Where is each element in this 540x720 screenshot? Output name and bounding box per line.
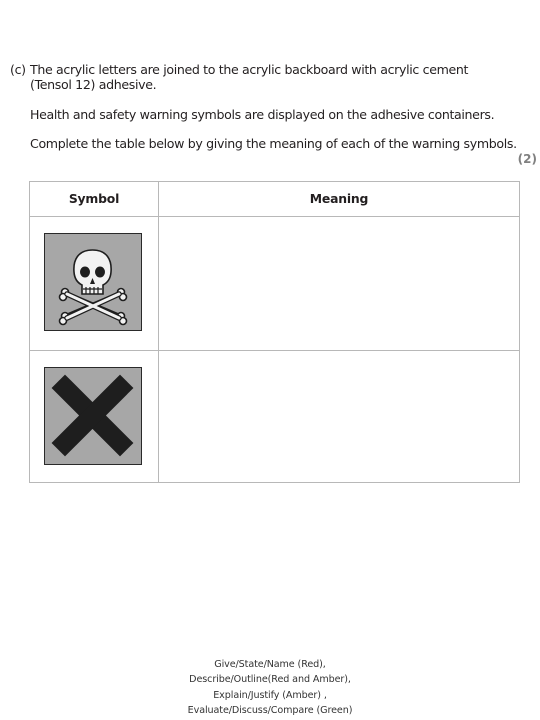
skull-crossbones-icon: [45, 234, 140, 329]
question-label: (c): [10, 62, 26, 77]
footer-line: Evaluate/Discuss/Compare (Green): [187, 704, 353, 716]
question-text-4: Complete the table below by giving the meaning of each of the warning symbols.: [30, 136, 517, 151]
table-row: [30, 216, 519, 351]
question-line-1: [10, 62, 468, 77]
symbol-cell: [30, 350, 159, 482]
question-text-2: (Tensol 12) adhesive.: [30, 77, 157, 92]
toxic-symbol: [44, 233, 142, 331]
harmful-irritant-symbol: [44, 367, 142, 465]
header-meaning: Meaning: [309, 191, 369, 206]
table-row: [30, 350, 519, 482]
meaning-cell[interactable]: [159, 216, 519, 350]
footer-line: Explain/Justify (Amber) ,: [213, 689, 327, 701]
symbol-cell: [30, 216, 159, 350]
header-symbol: Symbol: [68, 191, 120, 206]
command-words-footer: [0, 657, 540, 718]
header-symbol-cell: [30, 182, 159, 216]
footer-line: Give/State/Name (Red),: [214, 659, 326, 670]
marks-label: (2): [517, 152, 537, 166]
saltire-x-icon: [45, 368, 140, 463]
footer-line: Describe/Outline(Red and Amber),: [189, 674, 351, 686]
symbols-table: [29, 181, 520, 483]
table-header-row: [30, 182, 519, 217]
question-text-3: Health and safety warning symbols are displayed on the adhesive containers.: [30, 107, 495, 122]
question-text-1: The acrylic letters are joined to the acrylic backboard with acrylic cement: [30, 62, 469, 77]
meaning-cell[interactable]: [159, 350, 519, 482]
header-meaning-cell: [159, 182, 519, 216]
